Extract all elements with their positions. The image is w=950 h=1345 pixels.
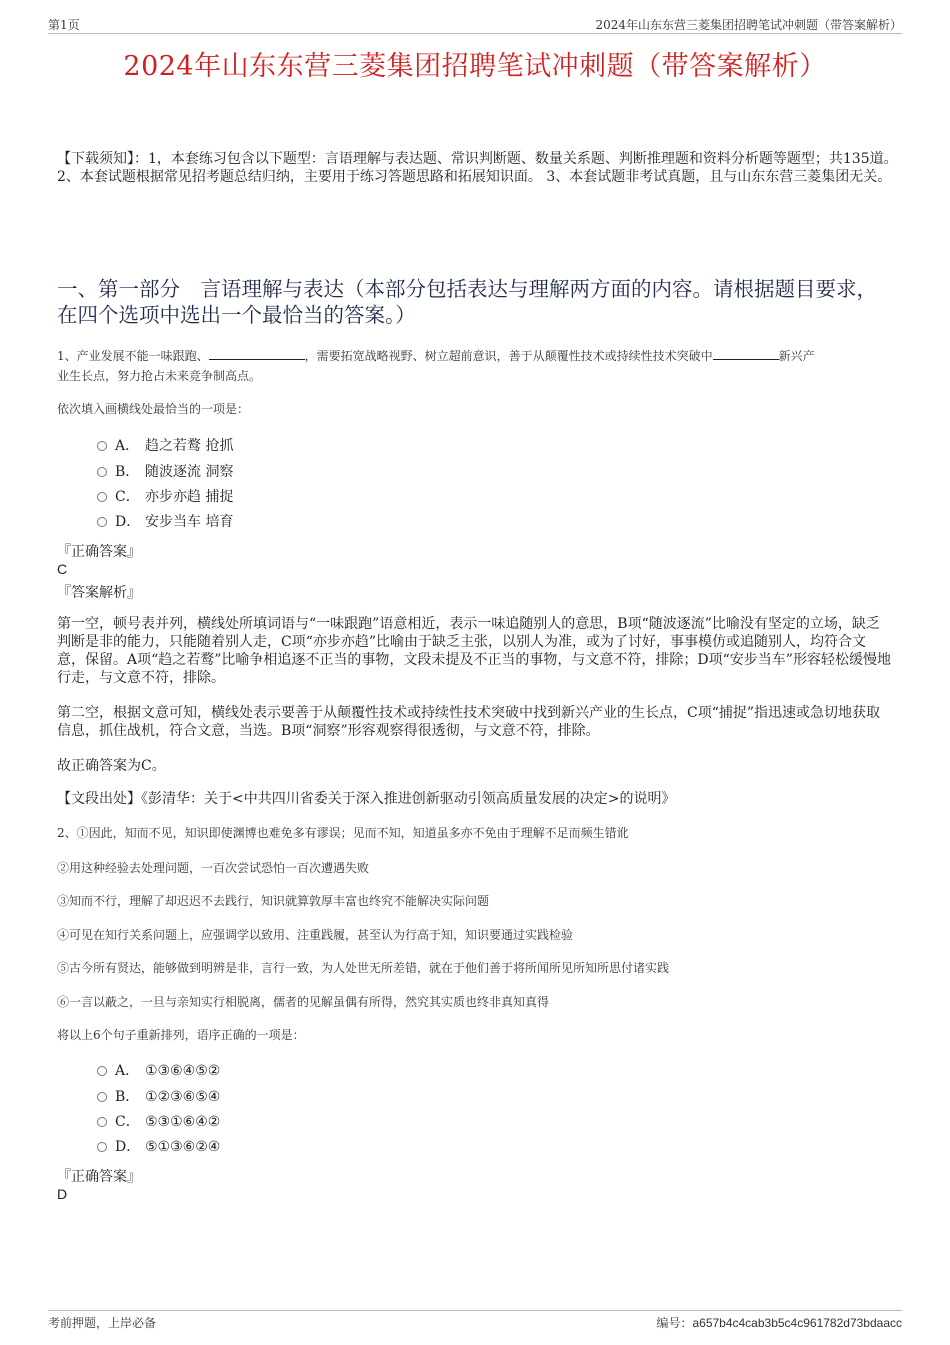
- radio-icon[interactable]: [97, 517, 107, 527]
- radio-icon[interactable]: [97, 1142, 107, 1152]
- question-1-text-b: ，需要拓宽战略视野、树立超前意识，善于从颠覆性技术或持续性技术突破中: [304, 349, 713, 363]
- radio-icon[interactable]: [97, 1092, 107, 1102]
- q1-analysis-label: 『答案解析』: [57, 585, 141, 601]
- question-1-text-a: 1、产业发展不能一味跟跑、: [57, 349, 209, 363]
- blank-1: [209, 347, 305, 360]
- radio-icon[interactable]: [97, 441, 107, 451]
- q1-option-a[interactable]: A． 趋之若鹜 抢抓: [97, 436, 233, 456]
- footer-slogan: 考前押题，上岸必备: [48, 1316, 157, 1330]
- q2-sentence-1: 2、①因此，知而不见，知识即使渊博也难免多有谬误；见而不知，知道虽多亦不免由于理解不足而频生错讹: [57, 826, 629, 840]
- radio-icon[interactable]: [97, 492, 107, 502]
- page-number: 第1页: [48, 18, 80, 32]
- question-1-text-c: 新兴产: [778, 349, 815, 363]
- radio-icon[interactable]: [97, 1117, 107, 1127]
- page-title: 2024年山东东营三菱集团招聘笔试冲刺题（带答案解析）: [123, 51, 827, 82]
- q2-option-d[interactable]: D． ⑤①③⑥②④: [97, 1137, 220, 1157]
- q1-answer: C: [57, 561, 68, 577]
- q2-option-a[interactable]: A． ①③⑥④⑤②: [97, 1061, 220, 1081]
- q2-answer-label: 『正确答案』: [57, 1169, 141, 1185]
- download-notice: 【下载须知】：1，本套练习包含以下题型：言语理解与表达题、常识判断题、数量关系题、判断推理题和资料分析题等题型；共135道。 2、本套试题根据常见招考题总结归纳，主要用于练习答题思路和拓展知识面。 3、本套试题非考试真题，且与山东东营三菱集团无关。: [57, 151, 898, 185]
- q1-analysis-paragraph-2: 第二空，根据文意可知，横线处表示要善于从颠覆性技术或持续性技术突破中找到新兴产业的生长点，C项“捕捉”指迅速或急切地获取信息，抓住战机，符合文意，当选。B项“洞察”形容观察得很透彻，与文意不符，排除。: [57, 705, 881, 739]
- radio-icon[interactable]: [97, 467, 107, 477]
- q2-sentence-4: ④可见在知行关系问题上，应强调学以致用、注重践履，甚至认为行高于知，知识要通过实践检验: [57, 928, 574, 942]
- q2-sentence-5: ⑤古今所有贤达，能够做到明辨是非，言行一致，为人处世无所差错，就在于他们善于将所闻所见所知所思付诸实践: [57, 961, 670, 975]
- question-1-prompt: 依次填入画横线处最恰当的一项是：: [57, 402, 250, 416]
- radio-icon[interactable]: [97, 1066, 107, 1076]
- q2-prompt: 将以上6个句子重新排列，语序正确的一项是：: [57, 1028, 305, 1042]
- q2-sentence-2: ②用这种经验去处理问题，一百次尝试恐怕一百次遭遇失败: [57, 861, 370, 875]
- footer-code: [656, 1314, 902, 1331]
- blank-2: [713, 347, 779, 360]
- q1-option-d[interactable]: D． 安步当车 培育: [97, 512, 233, 532]
- footer-code-label: 编号：: [656, 1316, 693, 1330]
- q2-option-c[interactable]: C． ⑤③①⑥④②: [97, 1112, 220, 1132]
- q1-analysis-paragraph-3: 故正确答案为C。: [57, 758, 166, 774]
- question-1-stem: [57, 346, 897, 386]
- q2-sentence-6: ⑥一言以蔽之，一旦与亲知实行相脱离，儒者的见解虽偶有所得，然究其实质也终非真知真得: [57, 995, 550, 1009]
- q2-option-b[interactable]: B． ①②③⑥⑤④: [97, 1087, 220, 1107]
- q1-option-b[interactable]: B． 随波逐流 洞察: [97, 462, 233, 482]
- q1-option-c[interactable]: C． 亦步亦趋 捕捉: [97, 487, 233, 507]
- header-doc-title: 2024年山东东营三菱集团招聘笔试冲刺题（带答案解析）: [595, 18, 902, 32]
- q1-source: 【文段出处】《彭清华：关于<中共四川省委关于深入推进创新驱动引领高质量发展的决定>的说明》: [57, 791, 676, 807]
- q2-sentence-3: ③知而不行，理解了却迟迟不去践行，知识就算敦厚丰富也终究不能解决实际问题: [57, 894, 490, 908]
- footer-divider: [48, 1310, 902, 1311]
- footer-code-value: a657b4c4cab3b5c4c961782d73bdaacc: [692, 1316, 902, 1330]
- q2-answer: D: [57, 1186, 68, 1202]
- q1-answer-label: 『正确答案』: [57, 544, 141, 560]
- header-divider: [48, 33, 902, 34]
- question-1-text-d: 业生长点，努力抢占未来竞争制高点。: [57, 369, 262, 383]
- section-heading: 一、第一部分 言语理解与表达（本部分包括表达与理解两方面的内容。请根据题目要求，在四个选项中选出一个最恰当的答案。）: [57, 277, 877, 327]
- q1-analysis-paragraph-1: 第一空，顿号表并列，横线处所填词语与“一味跟跑”语意相近，表示一味追随别人的意思，B项“随波逐流”比喻没有坚定的立场，缺乏判断是非的能力，只能随着别人走，C项“亦步亦趋”比喻由于缺乏主张，以别人为准，或为了讨好，事事模仿或追随别人，均符合文意，保留。A项“趋之若鹜”比喻争相追逐不正当的事物，文段未提及不正当的事物，与文意不符，排除；D项“安步当车”形容轻松缓慢地行走，与文意不符，排除。: [57, 616, 891, 686]
